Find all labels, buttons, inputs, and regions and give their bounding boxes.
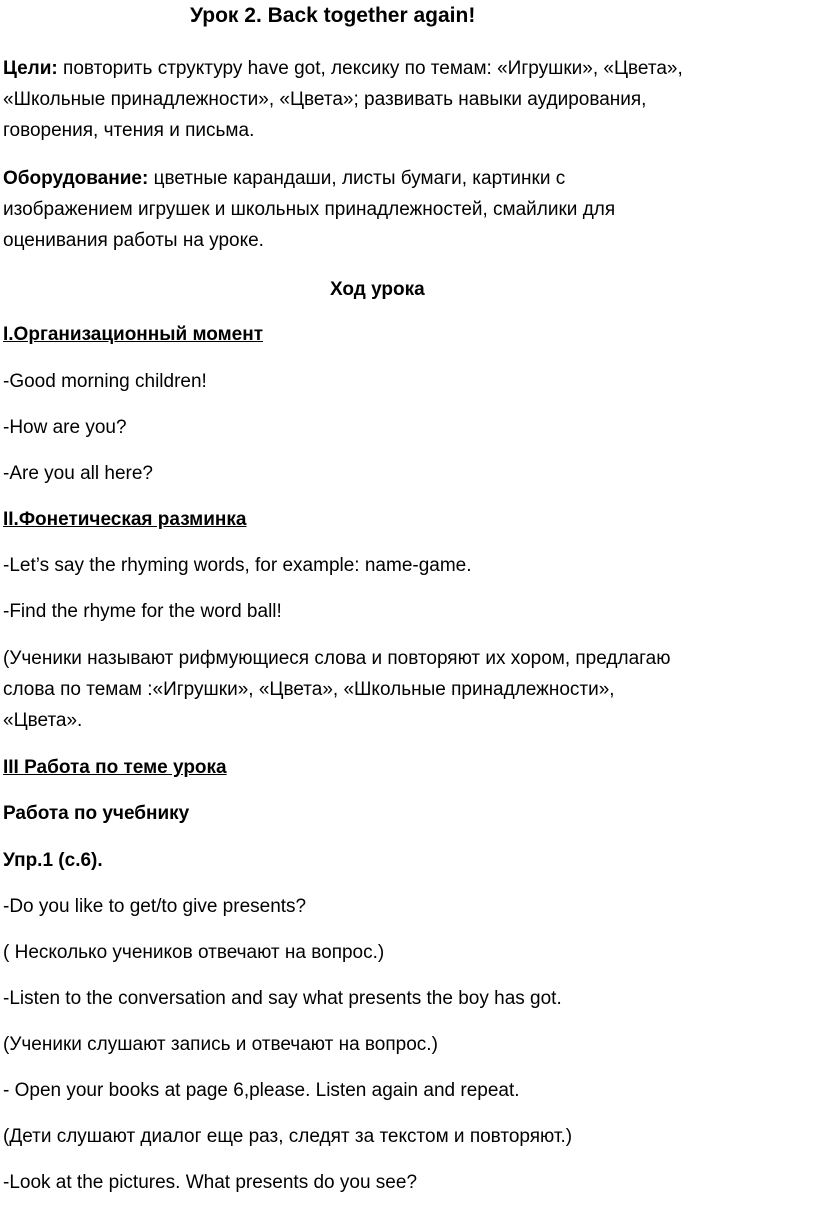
goals-line-1 [3,53,683,84]
section-1-line-2: -How are you? [3,417,127,438]
section-3-line-4: (Ученики слушают запись и отвечают на вопрос.) [3,1034,438,1055]
lesson-heading: Ход урока [330,279,425,300]
section-3-line-1: -Do you like to get/to give presents? [3,896,307,917]
equipment-text-1: цветные карандаши, листы бумаги, картинки с [148,168,566,189]
section-2-note-3: «Цвета». [3,710,83,731]
goals-line-2: «Школьные принадлежности», «Цвета»; развивать навыки аудирования, [3,89,647,110]
section-3-line-6-wrap [3,1121,572,1152]
goals-line-3: говорения, чтения и письма. [3,120,255,141]
section-2-line-1: -Let’s say the rhyming words, for example: name-game. [3,555,472,576]
exercise-label: Упр.1 (с.6). [3,850,103,871]
section-2-line-1-wrap [3,550,472,581]
equipment-label: Оборудование: [3,168,149,189]
section-1-line-3: -Are you all here? [3,463,153,484]
section-3-line-5-wrap [3,1075,520,1106]
goals-paragraph [3,53,683,146]
exercise-label-wrap [3,845,103,876]
section-3-subheading: Работа по учебнику [3,803,190,824]
section-3-heading: III Работа по теме урока [3,757,227,778]
section-2-line-2-wrap [3,596,282,627]
equipment-paragraph [3,163,615,256]
section-3-line-7: -Look at the pictures. What presents do you see? [3,1172,418,1193]
lesson-title: Урок 2. Back together again! [190,4,476,27]
section-3-line-2: ( Несколько учеников отвечают на вопрос.) [3,942,385,963]
section-1-line-1-wrap [3,366,207,397]
equipment-line-2: изображением игрушек и школьных принадлежностей, смайлики для [3,199,616,220]
section-3-subheading-wrap [3,798,189,829]
section-2-heading-wrap [3,504,246,535]
section-1-line-1: -Good morning children! [3,371,207,392]
section-2-note [3,643,670,736]
section-2-line-2: -Find the rhyme for the word ball! [3,601,282,622]
section-3-line-4-wrap [3,1029,438,1060]
equipment-line-3: оценивания работы на уроке. [3,230,264,251]
goals-label: Цели: [3,58,58,79]
section-2-note-1: (Ученики называют рифмующиеся слова и повторяют их хором, предлагаю [3,648,671,669]
section-3-line-7-wrap [3,1167,417,1198]
section-2-note-2: слова по темам :«Игрушки», «Цвета», «Школьные принадлежности», [3,679,615,700]
section-1-heading: I.Организационный момент [3,324,264,345]
section-3-line-5: - Open your books at page 6,please. Listen again and repeat. [3,1080,520,1101]
section-3-line-2-wrap [3,937,384,968]
section-3-line-3: -Listen to the conversation and say what presents the boy has got. [3,988,562,1009]
section-3-heading-wrap [3,752,227,783]
section-1-line-3-wrap [3,458,153,489]
section-3-line-3-wrap [3,983,562,1014]
section-3-line-6: (Дети слушают диалог еще раз, следят за текстом и повторяют.) [3,1126,573,1147]
section-1 [3,319,263,350]
section-2-heading: II.Фонетическая разминка [3,509,247,530]
section-3-line-1-wrap [3,891,306,922]
equipment-line-1 [3,163,615,194]
goals-text-1: повторить структуру have got, лексику по темам: «Игрушки», «Цвета», [57,58,683,79]
section-1-line-2-wrap [3,412,127,443]
